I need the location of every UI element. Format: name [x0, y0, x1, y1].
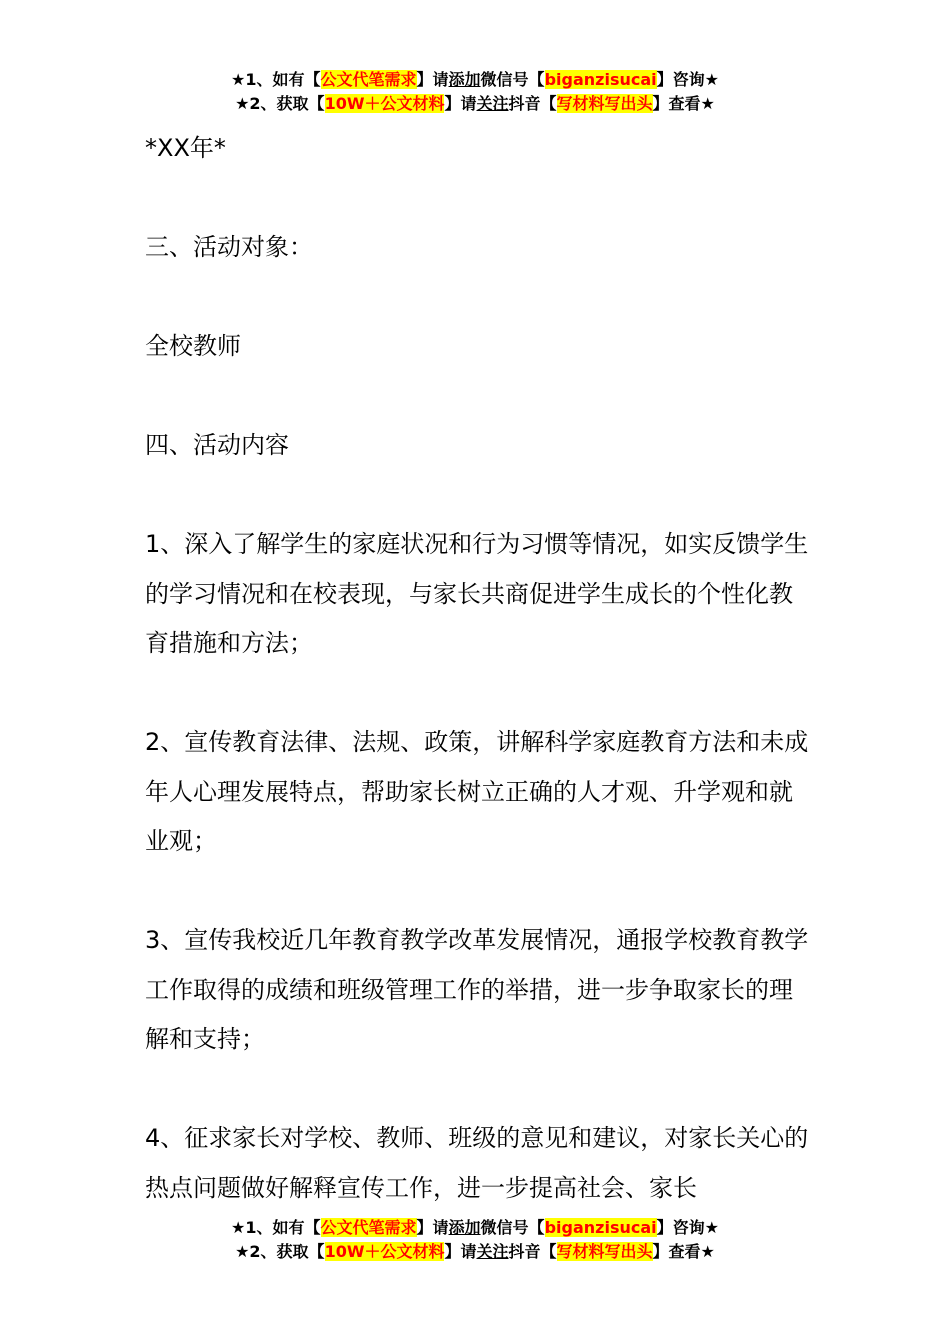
banner-line-1	[0, 68, 950, 92]
section-4-heading: 四、活动内容	[145, 431, 289, 459]
footer-line2-mid2: 抖音【	[508, 1242, 557, 1261]
banner-line2-mid2: 抖音【	[508, 94, 557, 113]
footer-banner-line-1	[0, 1216, 950, 1240]
footer-line2-highlight-materials: 10W＋公文材料	[324, 1242, 445, 1261]
document-body	[145, 124, 810, 1213]
section-3-body: 全校教师	[145, 332, 241, 360]
activity-item-3: 3、宣传我校近几年教育教学改革发展情况，通报学校教育教学工作取得的成绩和班级管理工作的举措，进一步争取家长的理解和支持；	[145, 926, 809, 1053]
banner-line1-mid: 】请	[416, 70, 449, 89]
footer-line2-suffix: 】查看★	[652, 1242, 715, 1261]
footer-line2-highlight-douyin-id: 写材料写出头	[556, 1242, 653, 1261]
footer-line1-mid2: 微信号【	[480, 1218, 545, 1237]
footer-line1-mid: 】请	[416, 1218, 449, 1237]
footer-line2-underlined: 关注	[476, 1242, 509, 1261]
activity-item-1: 1、深入了解学生的家庭状况和行为习惯等情况，如实反馈学生的学习情况和在校表现，与家长共商促进学生成长的个性化教育措施和方法；	[145, 530, 809, 657]
activity-item-4: 4、征求家长对学校、教师、班级的意见和建议，对家长关心的热点问题做好解释宣传工作，进一步提高社会、家长	[145, 1124, 809, 1202]
footer-line1-highlight-ghostwriting: 公文代笔需求	[320, 1218, 417, 1237]
banner-line1-highlight-wechat-id: biganzisucai	[544, 70, 657, 89]
banner-line1-prefix: ★1、如有【	[231, 70, 321, 89]
banner-line-2	[0, 92, 950, 116]
footer-line1-underlined: 添加	[448, 1218, 481, 1237]
banner-line2-mid: 】请	[444, 94, 477, 113]
banner-line1-mid2: 微信号【	[480, 70, 545, 89]
footer-line1-prefix: ★1、如有【	[231, 1218, 321, 1237]
footer-line1-suffix: 】咨询★	[656, 1218, 719, 1237]
banner-line2-highlight-materials: 10W＋公文材料	[324, 94, 445, 113]
banner-line2-suffix: 】查看★	[652, 94, 715, 113]
footer-line2-prefix: ★2、获取【	[235, 1242, 325, 1261]
activity-item-2: 2、宣传教育法律、法规、政策，讲解科学家庭教育方法和未成年人心理发展特点，帮助家长树立正确的人才观、升学观和就业观；	[145, 728, 809, 855]
footer-line1-highlight-wechat-id: biganzisucai	[544, 1218, 657, 1237]
section-3-heading: 三、活动对象：	[145, 233, 313, 261]
footer-banner	[0, 1216, 950, 1264]
banner-line2-underlined: 关注	[476, 94, 509, 113]
footer-line2-mid: 】请	[444, 1242, 477, 1261]
banner-line2-highlight-douyin-id: 写材料写出头	[556, 94, 653, 113]
header-banner	[0, 68, 950, 116]
footer-banner-line-2	[0, 1240, 950, 1264]
banner-line2-prefix: ★2、获取【	[235, 94, 325, 113]
year-line: *XX年*	[145, 134, 226, 162]
banner-line1-highlight-ghostwriting: 公文代笔需求	[320, 70, 417, 89]
banner-line1-suffix: 】咨询★	[656, 70, 719, 89]
banner-line1-underlined: 添加	[448, 70, 481, 89]
